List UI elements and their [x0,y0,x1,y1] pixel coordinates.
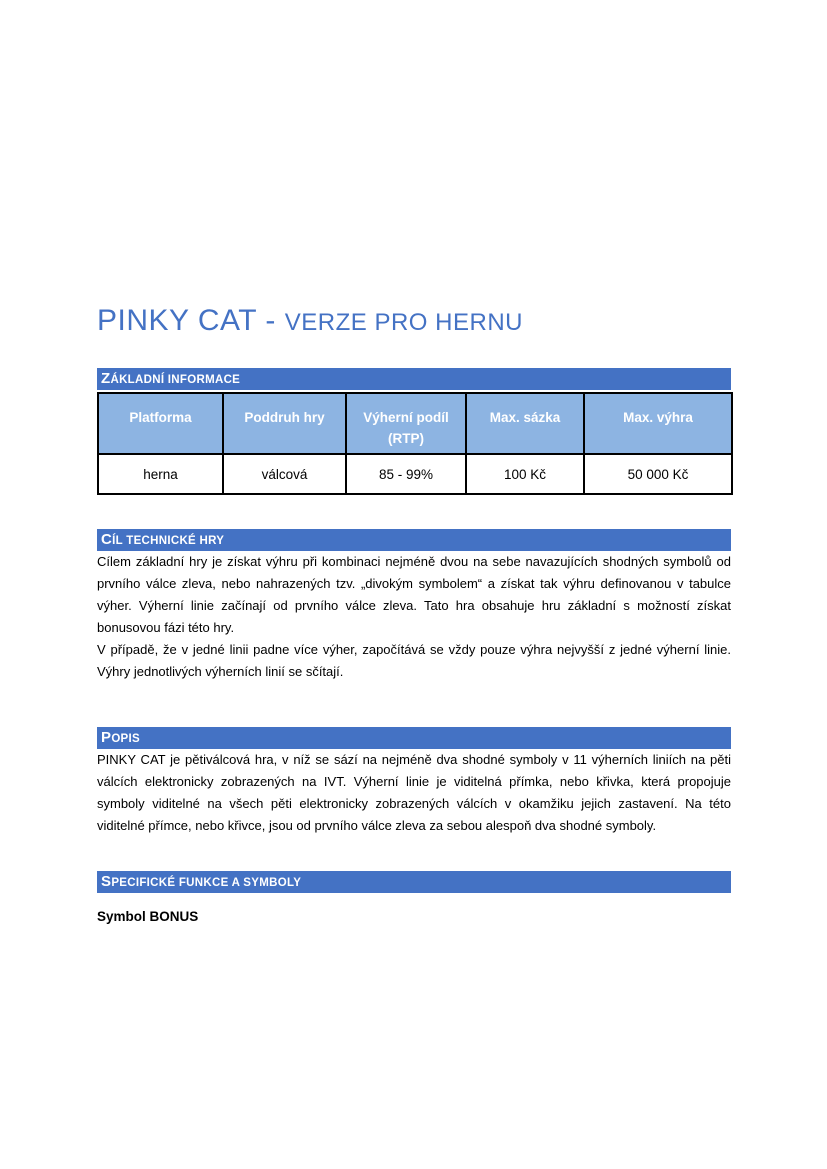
basic-info-table [97,392,733,495]
table-header-max-vyhra: Max. výhra [584,393,732,454]
page-title-sub: VERZE PRO HERNU [284,309,523,336]
table-cell-vyherni-podil: 85 - 99% [346,454,466,494]
page-title-main: PINKY CAT - [97,304,276,337]
section-heading-goal: CÍL TECHNICKÉ HRY [97,529,731,551]
goal-paragraph-2: V případě, že v jedné linii padne více výher, započítává se vždy pouze výhra nejvyšší z jedné výherní linie. Výhry jednotlivých výherních linií se sčítají. [97,642,731,679]
table-cell-platforma: herna [98,454,223,494]
page-title [97,300,731,342]
table-cell-max-sazka: 100 Kč [466,454,584,494]
section-heading-basic-info: ZÁKLADNÍ INFORMACE [97,368,731,390]
section-heading-description: POPIS [97,727,731,749]
table-cell-poddruh-hry: válcová [223,454,346,494]
goal-paragraph-1: Cílem základní hry je získat výhru při kombinaci nejméně dvou na sebe navazujících shodných symbolů od prvního válce zleva, nebo nahrazených tzv. „divokým symbolem“ a získat tak výhru definovanou v tabulce výher. Výherní linie začínají od prvního válce zleva. Tato hra obsahuje hru základní s možností získat bonusovou fázi této hry. [97,554,731,635]
table-header-platforma: Platforma [98,393,223,454]
table-header-max-sazka: Max. sázka [466,393,584,454]
table-header-row [98,393,732,454]
table-cell-max-vyhra: 50 000 Kč [584,454,732,494]
table-header-poddruh-hry: Poddruh hry [223,393,346,454]
description-paragraph-1: PINKY CAT je pětiválcová hra, v níž se sází na nejméně dva shodné symboly v 11 výherních liniích na pěti válcích elektronicky zobrazených na IVT. Výherní linie je viditelná přímka, nebo křivka, která propojuje symboly viditelné na všech pěti elektronicky zobrazených válcích v okamžiku jejich zastavení. Na této viditelné přímce, nebo křivce, jsou od prvního válce zleva za sebou alespoň dva shodné symboly. [97,752,731,833]
table-row [98,454,732,494]
table-header-vyherni-podil: Výherní podíl (RTP) [346,393,466,454]
section-heading-specific-functions: SPECIFICKÉ FUNKCE A SYMBOLY [97,871,731,893]
symbol-bonus-subheading: Symbol BONUS [97,909,199,924]
